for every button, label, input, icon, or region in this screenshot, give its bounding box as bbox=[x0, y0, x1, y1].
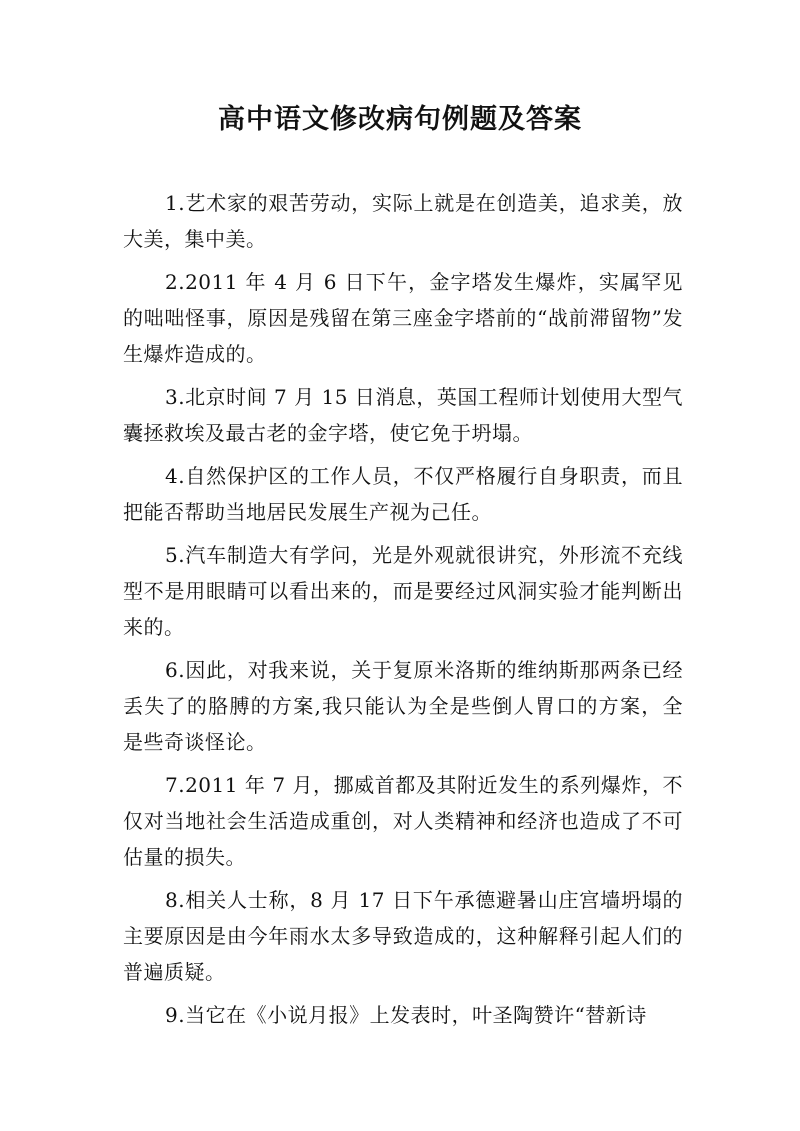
paragraph-3: 3.北京时间 7 月 15 日消息，英国工程师计划使用大型气囊拯救埃及最古老的金字塔，使它免于坍塌。 bbox=[123, 385, 683, 445]
paragraph-7: 7.2011 年 7 月，挪威首都及其附近发生的系列爆炸，不仅对当地社会生活造成重创，对人类精神和经济也造成了不可估量的损失。 bbox=[123, 773, 683, 869]
paragraph-8: 8.相关人士称，8 月 17 日下午承德避暑山庄宫墙坍塌的主要原因是由今年雨水太多导致造成的，这种解释引起人们的普遍质疑。 bbox=[123, 888, 683, 984]
document-title: 高中语文修改病句例题及答案 bbox=[218, 104, 582, 135]
paragraph-2: 2.2011 年 4 月 6 日下午，金字塔发生爆炸，实属罕见的咄咄怪事，原因是残留在第三座金字塔前的“战前滞留物”发生爆炸造成的。 bbox=[123, 270, 683, 366]
paragraph-9: 9.当它在《小说月报》上发表时，叶圣陶赞许“替新诗 bbox=[165, 1003, 647, 1027]
paragraph-4: 4.自然保护区的工作人员，不仅严格履行自身职责，而且把能否帮助当地居民发展生产视为己任。 bbox=[123, 464, 683, 524]
paragraph-5: 5.汽车制造大有学问，光是外观就很讲究，外形流不充线型不是用眼睛可以看出来的，而是要经过风洞实验才能判断出来的。 bbox=[123, 543, 683, 639]
paragraph-1: 1.艺术家的艰苦劳动，实际上就是在创造美，追求美，放大美，集中美。 bbox=[123, 191, 683, 251]
document-body bbox=[123, 185, 683, 1040]
paragraph-6: 6.因此，对我来说，关于复原米洛斯的维纳斯那两条已经丢失了的胳膊的方案,我只能认为全是些倒人胃口的方案，全是些奇谈怪论。 bbox=[123, 658, 683, 754]
